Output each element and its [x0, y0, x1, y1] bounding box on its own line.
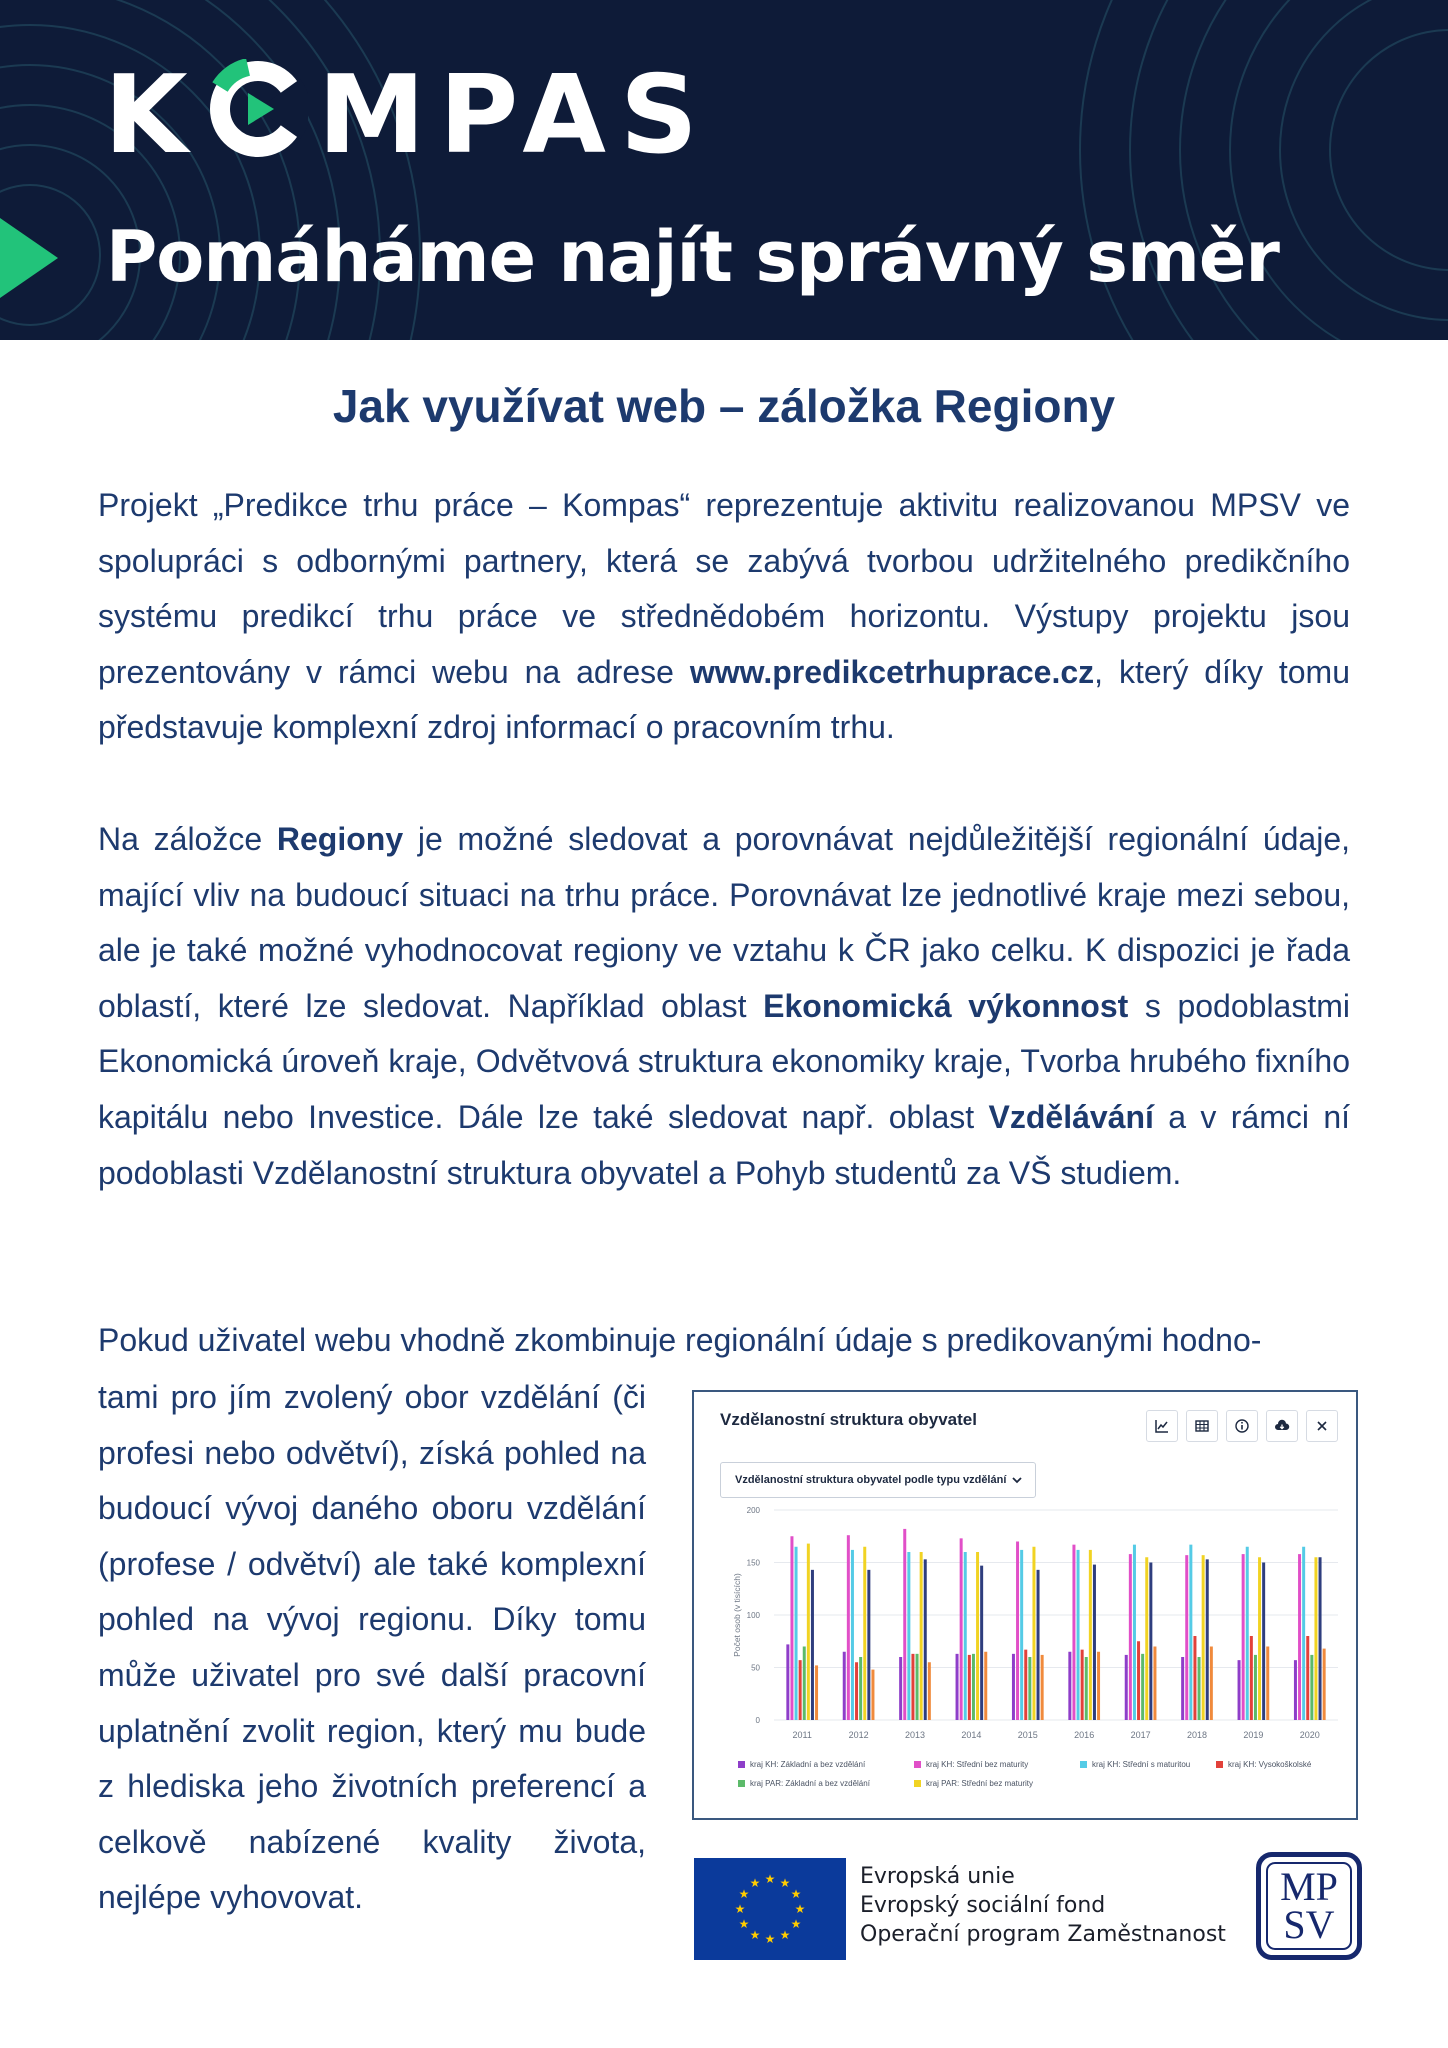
eu-line-2: Evropský sociální fond — [860, 1893, 1106, 1918]
page-title: Jak využívat web – záložka Regiony — [332, 380, 1116, 432]
x-tick-label: 2016 — [1074, 1730, 1095, 1740]
bar — [1198, 1657, 1201, 1720]
bar — [1020, 1550, 1023, 1720]
legend-swatch — [738, 1761, 745, 1768]
bar — [1097, 1652, 1100, 1720]
bar — [843, 1652, 846, 1720]
bar — [1323, 1649, 1326, 1720]
bar — [1129, 1554, 1132, 1720]
close-icon — [1314, 1418, 1330, 1434]
bar — [867, 1570, 870, 1720]
legend-swatch — [914, 1780, 921, 1787]
bar — [799, 1660, 802, 1720]
bar — [1266, 1647, 1269, 1721]
bar — [960, 1538, 963, 1720]
bar — [1238, 1660, 1241, 1720]
green-arrow-icon — [0, 218, 60, 298]
eu-funding-text — [860, 1862, 1226, 1949]
eu-flag-logo — [694, 1858, 846, 1960]
x-tick-label: 2018 — [1186, 1730, 1208, 1740]
paragraph-text: , který díky tomu představuje komplexní zdroj informací o pracovním trhu. — [98, 653, 1351, 746]
eu-star: ★ — [738, 1917, 750, 1931]
mpsv-logo-top: MP — [1280, 1864, 1338, 1909]
legend-label: kraj PAR: Střední bez maturity — [926, 1779, 1033, 1788]
tagline: Pomáháme najít správný směr — [106, 216, 1279, 298]
legend-swatch — [738, 1780, 745, 1787]
bar — [851, 1550, 854, 1720]
bar — [1258, 1557, 1261, 1720]
bar — [1298, 1554, 1301, 1720]
bar — [968, 1655, 971, 1720]
bar — [863, 1547, 866, 1720]
table-button[interactable] — [1186, 1410, 1218, 1442]
bar — [984, 1652, 987, 1720]
bar — [1133, 1545, 1136, 1720]
paragraph-combine-rest: tami pro jím zvolený obor vzdělání (či profesi nebo odvětví), získá pohled na budoucí vývoj daného oboru vzdělání (profese / odvětví) ale také komplexní pohled na vývoj regionu. Díky tomu může uživatel pro své další pracovní uplatnění zvolit region, který mu bude z hlediska jeho životních preferencí a celkově nabízené kvality života, nejlépe vyhovovat. — [98, 1379, 646, 1916]
bar — [1125, 1655, 1128, 1720]
legend-label: kraj KH: Střední s maturitou — [1092, 1760, 1191, 1769]
chart-card-title: Vzdělanostní struktura obyvatel — [720, 1410, 977, 1429]
legend-label: kraj KH: Střední bez maturity — [926, 1760, 1029, 1769]
eu-star: ★ — [749, 1876, 761, 1891]
download-button[interactable] — [1266, 1410, 1298, 1442]
info-button[interactable] — [1226, 1410, 1258, 1442]
chart-card — [692, 1390, 1358, 1820]
y-tick-label: 50 — [751, 1663, 760, 1673]
eu-star: ★ — [734, 1902, 746, 1916]
bar — [1302, 1547, 1305, 1720]
bar — [1032, 1547, 1035, 1720]
bar — [980, 1566, 983, 1720]
legend-swatch — [1080, 1761, 1087, 1768]
bar — [924, 1559, 927, 1720]
bar — [1016, 1542, 1019, 1721]
bar — [1254, 1655, 1257, 1720]
bold-term-regiony: Regiony — [276, 821, 404, 857]
bar — [1068, 1652, 1071, 1720]
info-icon — [1234, 1418, 1250, 1434]
eu-star: ★ — [764, 1932, 776, 1946]
bar — [1024, 1650, 1027, 1720]
line-chart-icon — [1154, 1418, 1170, 1434]
paragraph-combine-intro: Pokud uživatel webu vhodně zkombinuje regionální údaje s predikovanými hodno- — [98, 1322, 1262, 1358]
legend-label: kraj PAR: Základní a bez vzdělání — [750, 1779, 870, 1788]
bar — [855, 1662, 858, 1720]
bar — [1072, 1545, 1075, 1720]
bar — [1093, 1565, 1096, 1720]
bar — [1306, 1636, 1309, 1720]
compass-o-icon — [208, 59, 308, 159]
bar — [811, 1570, 814, 1720]
x-tick-label: 2015 — [1017, 1730, 1038, 1740]
eu-star: ★ — [764, 1872, 776, 1886]
paragraph-text: Projekt „Predikce trhu práce – Kompas“ reprezentuje aktivitu realizovanou MPSV ve spolupráci s odbornými partnery, která se zabývá tvorbou udržitelného predikčního systému predikcí trhu práce ve střednědobém horizontu. Výstupy projektu jsou prezentovány v rámci webu na adrese — [98, 487, 1350, 690]
close-button[interactable] — [1306, 1410, 1338, 1442]
chevron-down-icon — [1011, 1474, 1023, 1486]
legend-swatch — [914, 1761, 921, 1768]
legend-label: kraj KH: Vysokoškolské — [1228, 1760, 1312, 1769]
bar — [1149, 1563, 1152, 1721]
paragraph-text: a v rámci ní podoblasti Vzdělanostní struktura obyvatel a Pohyb studentů za VŠ studiem. — [98, 1098, 1351, 1191]
eu-star: ★ — [790, 1887, 802, 1901]
legend-label: kraj KH: Základní a bez vzdělání — [750, 1760, 866, 1769]
y-axis-label: Počet osob (v tisících) — [732, 1573, 742, 1657]
eu-star: ★ — [790, 1917, 802, 1931]
x-tick-label: 2012 — [848, 1730, 869, 1740]
x-tick-label: 2019 — [1243, 1730, 1264, 1740]
x-tick-label: 2013 — [904, 1730, 926, 1740]
chart-type-select-value: Vzdělanostní struktura obyvatel podle typu vzdělání — [735, 1474, 1007, 1486]
table-icon — [1194, 1418, 1210, 1434]
bar — [1185, 1555, 1188, 1720]
bar — [1210, 1647, 1213, 1721]
header-banner — [0, 0, 1448, 340]
bar — [871, 1670, 874, 1720]
bar — [1141, 1654, 1144, 1720]
bar — [1319, 1557, 1322, 1720]
bar — [1041, 1655, 1044, 1720]
bar — [1242, 1554, 1245, 1720]
bar — [1085, 1657, 1088, 1720]
kompas-logo — [104, 53, 712, 178]
bar — [928, 1662, 931, 1720]
logo-letter-k: K — [104, 53, 202, 178]
bar — [1077, 1550, 1080, 1720]
bar — [956, 1654, 959, 1720]
bar — [1181, 1657, 1184, 1720]
cloud-download-icon — [1274, 1418, 1290, 1434]
bar — [1037, 1570, 1040, 1720]
y-tick-label: 200 — [746, 1506, 760, 1515]
paragraph-intro — [98, 478, 1350, 756]
bar — [1206, 1559, 1209, 1720]
bar — [920, 1552, 923, 1720]
bar — [976, 1552, 979, 1720]
bold-term-vzdelavani: Vzdělávání — [988, 1098, 1154, 1135]
bar — [1250, 1636, 1253, 1720]
bar — [1081, 1650, 1084, 1720]
y-tick-label: 100 — [746, 1611, 760, 1620]
x-tick-label: 2014 — [961, 1730, 982, 1740]
eu-line-1: Evropská unie — [860, 1864, 1015, 1889]
mpsv-logo — [1256, 1852, 1362, 1960]
bar — [795, 1547, 798, 1720]
website-url: www.predikcetrhuprace.cz — [689, 653, 1095, 690]
bar — [903, 1529, 906, 1720]
bar — [1294, 1660, 1297, 1720]
bar — [1202, 1555, 1205, 1720]
bar — [847, 1535, 850, 1720]
bar — [1310, 1655, 1313, 1720]
y-tick-label: 0 — [755, 1716, 760, 1725]
paragraph-text: je možné sledovat a porovnávat nejdůležitější regionální údaje, mající vliv na budoucí situaci na trhu práce. Porovnávat lze jednotlivé kraje mezi sebou, ale je také možné vyhodnocovat regiony ve vztahu k ČR jako celku. K dispozici je řada oblastí, které lze sledovat. Například oblast — [98, 821, 1351, 1024]
eu-star: ★ — [738, 1887, 750, 1901]
bold-term-ekonomicka-vykonnost: Ekonomická výkonnost — [763, 987, 1129, 1024]
bar — [1262, 1563, 1265, 1721]
logo-letters-mpas: MPAS — [317, 53, 712, 178]
eu-star: ★ — [794, 1902, 806, 1916]
bar — [815, 1665, 818, 1720]
bar — [1246, 1547, 1249, 1720]
bar — [859, 1657, 862, 1720]
x-tick-label: 2017 — [1130, 1730, 1151, 1740]
bar — [916, 1654, 919, 1720]
bar — [803, 1647, 806, 1721]
chart-type-select[interactable] — [720, 1462, 1036, 1498]
bar — [786, 1644, 789, 1720]
bar — [899, 1657, 902, 1720]
chart-toolbar — [1146, 1410, 1338, 1442]
bar — [964, 1552, 967, 1720]
paragraph-text: s podoblastmi Ekonomická úroveň kraje, Odvětvová struktura ekonomiky kraje, Tvorba hrubého fixního kapitálu nebo Investice. Dále lze také sledovat např. oblast — [98, 987, 1351, 1135]
eu-line-3: Operační program Zaměstnanost — [860, 1922, 1226, 1947]
bar — [1028, 1657, 1031, 1720]
y-tick-label: 150 — [746, 1558, 760, 1568]
bar — [807, 1544, 810, 1720]
mpsv-logo-bottom: SV — [1283, 1902, 1335, 1947]
bar — [1137, 1641, 1140, 1720]
bar — [1153, 1647, 1156, 1721]
paragraph-text: Na záložce — [98, 821, 277, 857]
bar — [1089, 1550, 1092, 1720]
x-tick-label: 2011 — [792, 1730, 812, 1740]
bar — [911, 1654, 914, 1720]
bar — [1189, 1545, 1192, 1720]
bar — [1145, 1557, 1148, 1720]
eu-star: ★ — [779, 1876, 791, 1891]
legend-swatch — [1216, 1761, 1223, 1768]
x-tick-label: 2020 — [1299, 1730, 1320, 1740]
bar — [907, 1552, 910, 1720]
eu-star: ★ — [779, 1927, 791, 1942]
paragraph-regions — [98, 812, 1350, 1201]
bar — [1314, 1557, 1317, 1720]
bar — [972, 1654, 975, 1720]
eu-star: ★ — [749, 1927, 761, 1942]
bar-chart — [694, 1502, 1356, 1812]
bar — [1012, 1654, 1015, 1720]
line-chart-button[interactable] — [1146, 1410, 1178, 1442]
bar — [790, 1536, 793, 1720]
bar — [1193, 1636, 1196, 1720]
